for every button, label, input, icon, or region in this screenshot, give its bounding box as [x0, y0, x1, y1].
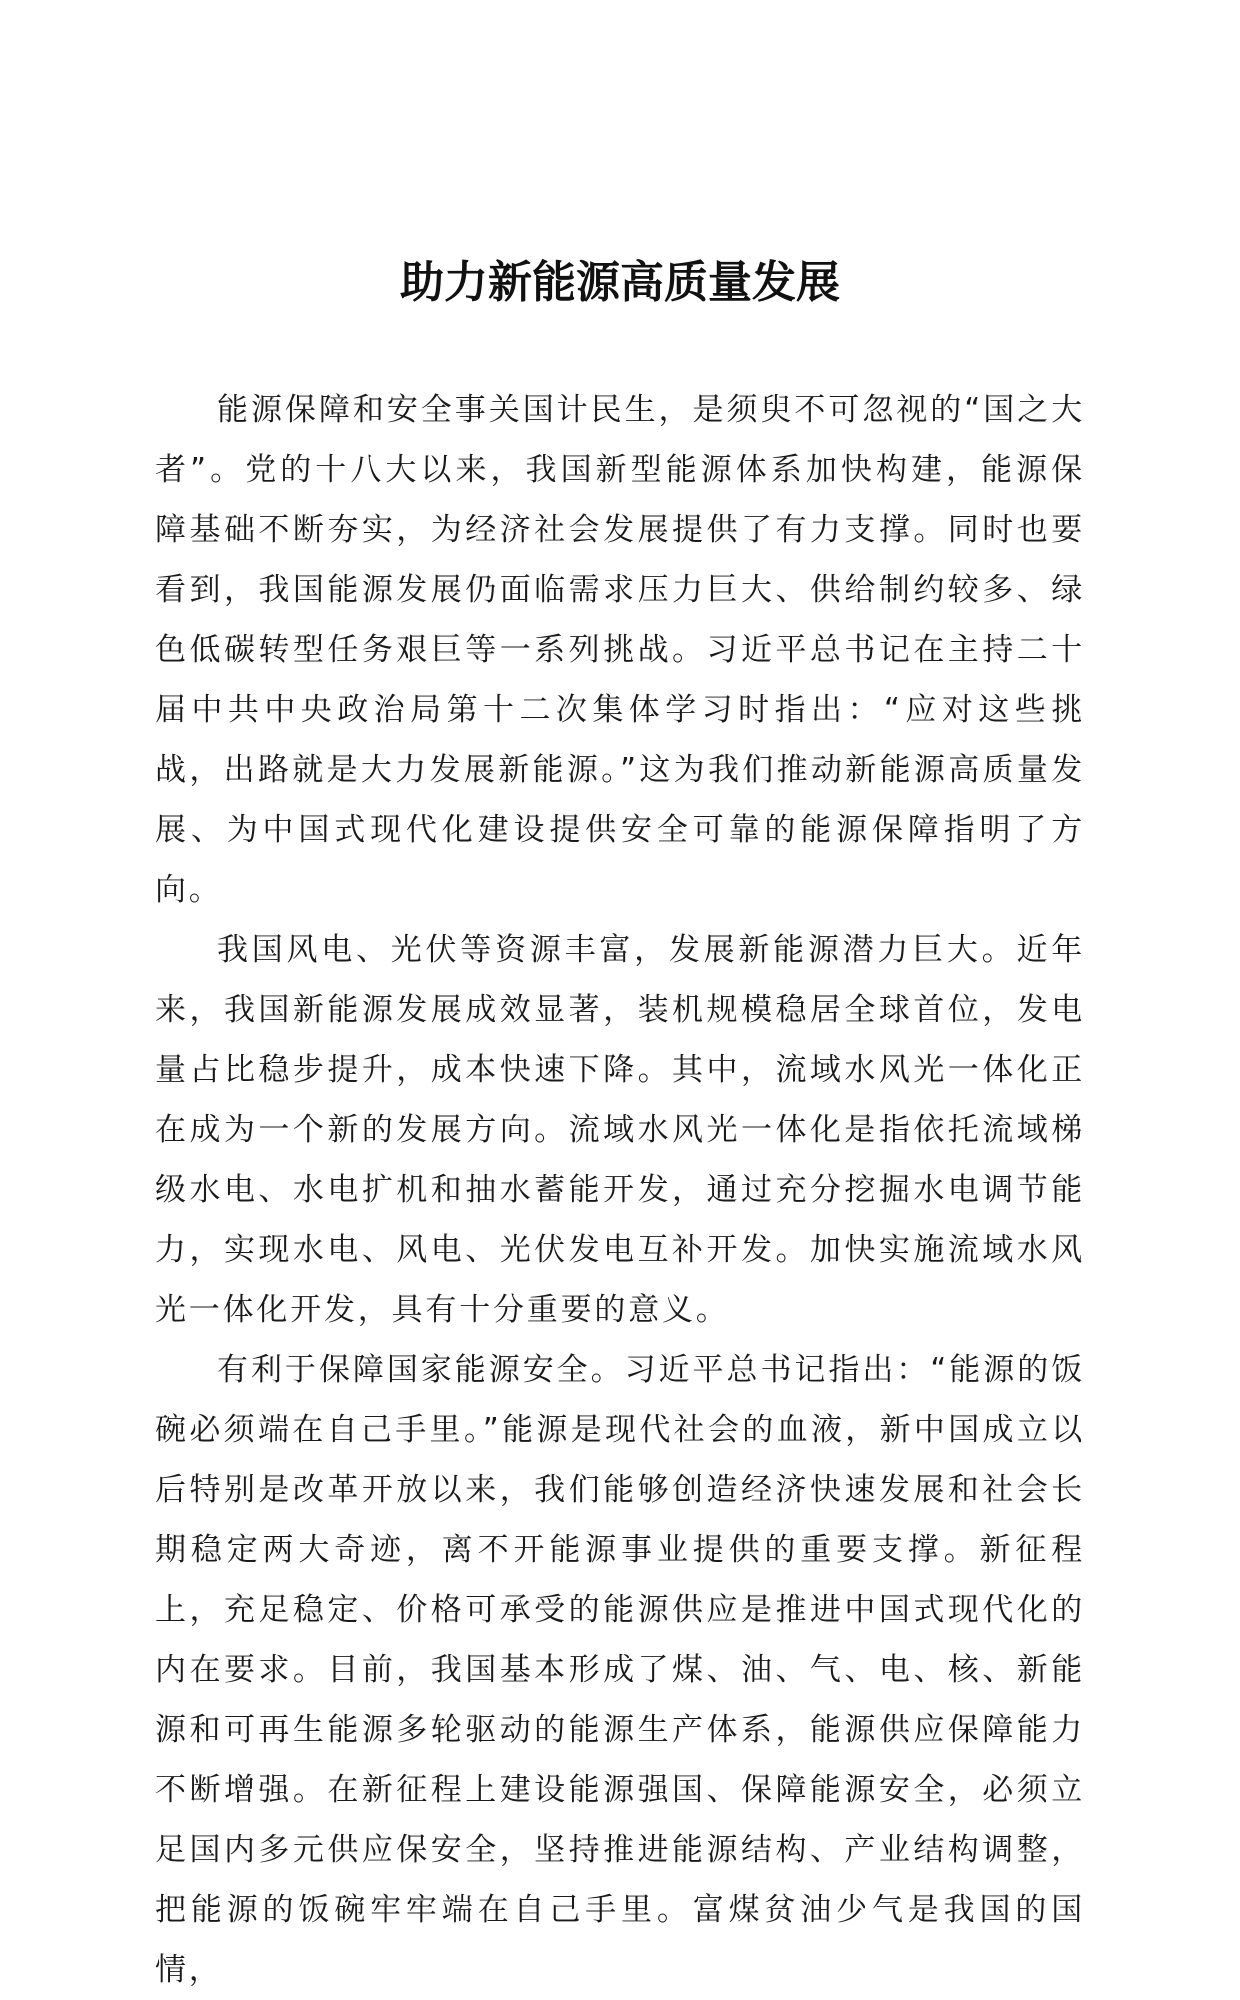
document-body — [155, 380, 1085, 2000]
paragraph-1: 能源保障和安全事关国计民生，是须臾不可忽视的“国之大者”。党的十八大以来，我国新型能源体系加快构建，能源保障基础不断夯实，为经济社会发展提供了有力支撑。同时也要看到，我国能源发展仍面临需求压力巨大、供给制约较多、绿色低碳转型任务艰巨等一系列挑战。习近平总书记在主持二十届中共中央政治局第十二次集体学习时指出：“应对这些挑战，出路就是大力发展新能源。”这为我们推动新能源高质量发展、为中国式现代化建设提供安全可靠的能源保障指明了方向。 — [155, 392, 1085, 908]
paragraph-3: 有利于保障国家能源安全。习近平总书记指出：“能源的饭碗必须端在自己手里。”能源是现代社会的血液，新中国成立以后特别是改革开放以来，我们能够创造经济快速发展和社会长期稳定两大奇迹，离不开能源事业提供的重要支撑。新征程上，充足稳定、价格可承受的能源供应是推进中国式现代化的内在要求。目前，我国基本形成了煤、油、气、电、核、新能源和可再生能源多轮驱动的能源生产体系，能源供应保障能力不断增强。在新征程上建设能源强国、保障能源安全，必须立足国内多元供应保安全，坚持推进能源结构、产业结构调整，把能源的饭碗牢牢端在自己手里。富煤贫油少气是我国的国情， — [155, 1352, 1085, 1988]
document-title: 助力新能源高质量发展 — [400, 257, 840, 308]
paragraph-2: 我国风电、光伏等资源丰富，发展新能源潜力巨大。近年来，我国新能源发展成效显著，装机规模稳居全球首位，发电量占比稳步提升，成本快速下降。其中，流域水风光一体化正在成为一个新的发展方向。流域水风光一体化是指依托流域梯级水电、水电扩机和抽水蓄能开发，通过充分挖掘水电调节能力，实现水电、风电、光伏发电互补开发。加快实施流域水风光一体化开发，具有十分重要的意义。 — [155, 932, 1085, 1328]
